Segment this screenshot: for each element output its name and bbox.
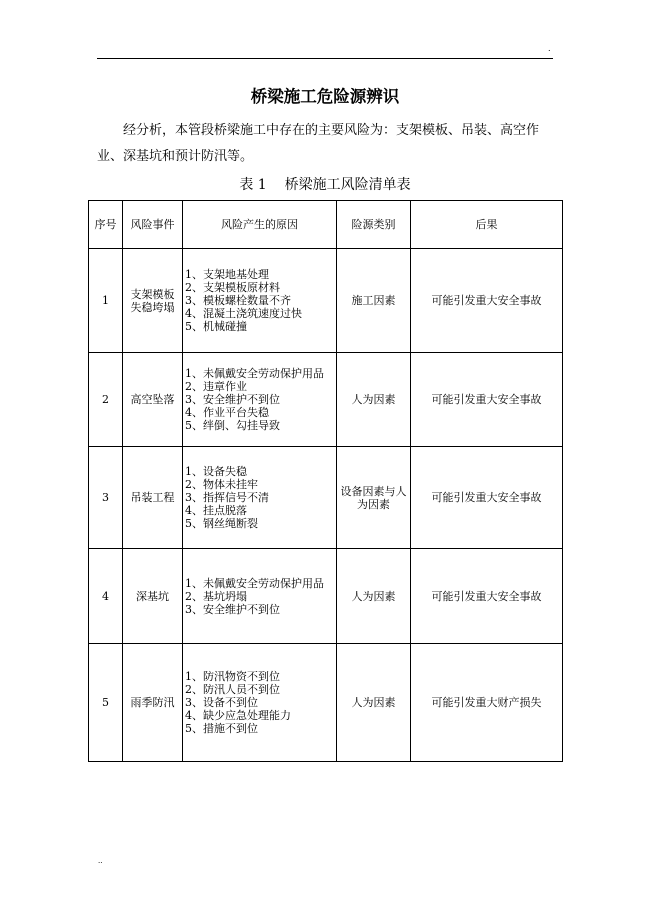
footer-mark: .. <box>98 857 103 865</box>
row-consequence: 可能引发重大财产损失 <box>411 644 563 762</box>
row-hazard <box>337 249 411 353</box>
cause-item: 3、安全维护不到位 <box>185 602 280 616</box>
row-consequence: 可能引发重大安全事故 <box>411 249 563 353</box>
cause-item: 1、未佩戴安全劳动保护用品 <box>185 576 324 590</box>
cause-item: 1、防汛物资不到位 <box>185 670 280 683</box>
cause-item: 3、设备不到位 <box>185 696 258 709</box>
row-consequence: 可能引发重大安全事故 <box>411 549 563 644</box>
row-consequence: 可能引发重大安全事故 <box>411 353 563 447</box>
cause-item: 3、模板螺栓数量不齐 <box>185 294 291 307</box>
cause-item: 3、安全维护不到位 <box>185 393 280 406</box>
cause-item: 5、机械碰撞 <box>185 320 247 333</box>
header-consequence: 后果 <box>411 201 563 249</box>
cause-item: 4、作业平台失稳 <box>185 406 269 419</box>
row-causes <box>183 549 337 644</box>
row-hazard-text: 人为因素 <box>351 393 396 406</box>
header-cause: 风险产生的原因 <box>183 201 337 249</box>
cause-item: 5、绊倒、勾挂导致 <box>185 419 280 432</box>
row-consequence: 可能引发重大安全事故 <box>411 447 563 549</box>
row-event <box>123 644 183 762</box>
row-event-text: 支架模板失稳垮塌 <box>130 287 175 314</box>
cause-item: 4、缺少应急处理能力 <box>185 709 291 722</box>
row-event <box>123 447 183 549</box>
cause-item: 3、指挥信号不清 <box>185 491 269 504</box>
table-row <box>89 353 563 447</box>
cause-item: 1、支架地基处理 <box>185 268 269 281</box>
cause-item: 2、支架模板原材料 <box>185 281 280 294</box>
page-title: 桥梁施工危险源辨识 <box>250 87 400 106</box>
row-event-text: 深基坑 <box>136 589 169 603</box>
row-hazard-text: 人为因素 <box>351 696 396 709</box>
header-rule <box>97 58 553 59</box>
row-event-text: 雨季防汛 <box>130 696 175 709</box>
row-hazard-text: 设备因素与人为因素 <box>340 484 407 511</box>
table-row <box>89 249 563 353</box>
row-causes <box>183 644 337 762</box>
row-no: 5 <box>89 644 123 762</box>
table-caption <box>0 175 650 195</box>
cause-item: 4、挂点脱落 <box>185 504 247 517</box>
header-no: 序号 <box>89 201 123 249</box>
row-event <box>123 249 183 353</box>
row-causes <box>183 353 337 447</box>
risk-table <box>88 200 563 762</box>
row-event <box>123 353 183 447</box>
header-hazard: 险源类别 <box>337 201 411 249</box>
table-caption-number: 表 1 <box>239 177 267 193</box>
cause-item: 1、设备失稳 <box>185 465 247 478</box>
row-hazard <box>337 644 411 762</box>
row-hazard <box>337 549 411 644</box>
row-no: 4 <box>89 549 123 644</box>
cause-item: 2、物体未挂牢 <box>185 478 258 491</box>
cause-item: 1、未佩戴安全劳动保护用品 <box>185 367 324 380</box>
table-row <box>89 644 563 762</box>
table-caption-text: 桥梁施工风险清单表 <box>284 177 411 193</box>
row-no: 1 <box>89 249 123 353</box>
cause-item: 2、违章作业 <box>185 380 247 393</box>
cause-item: 2、基坑坍塌 <box>185 589 247 603</box>
row-hazard <box>337 353 411 447</box>
row-no: 2 <box>89 353 123 447</box>
table-row <box>89 447 563 549</box>
table-row <box>89 549 563 644</box>
row-no: 3 <box>89 447 123 549</box>
row-hazard-text: 人为因素 <box>351 589 396 603</box>
header-mark: . <box>548 44 551 53</box>
row-hazard <box>337 447 411 549</box>
row-causes <box>183 447 337 549</box>
row-hazard-text: 施工因素 <box>351 294 396 307</box>
row-event-text: 吊装工程 <box>130 491 175 504</box>
cause-item: 5、措施不到位 <box>185 722 258 735</box>
table-header-row <box>89 201 563 249</box>
intro-paragraph: 经分析，本管段桥梁施工中存在的主要风险为：支架模板、吊装、高空作业、深基坑和预计防汛等。 <box>97 123 540 164</box>
row-causes <box>183 249 337 353</box>
row-event <box>123 549 183 644</box>
header-event: 风险事件 <box>123 201 183 249</box>
row-event-text: 高空坠落 <box>130 393 175 406</box>
cause-item: 5、钢丝绳断裂 <box>185 517 258 530</box>
cause-item: 2、防汛人员不到位 <box>185 683 280 696</box>
cause-item: 4、混凝土浇筑速度过快 <box>185 307 302 320</box>
